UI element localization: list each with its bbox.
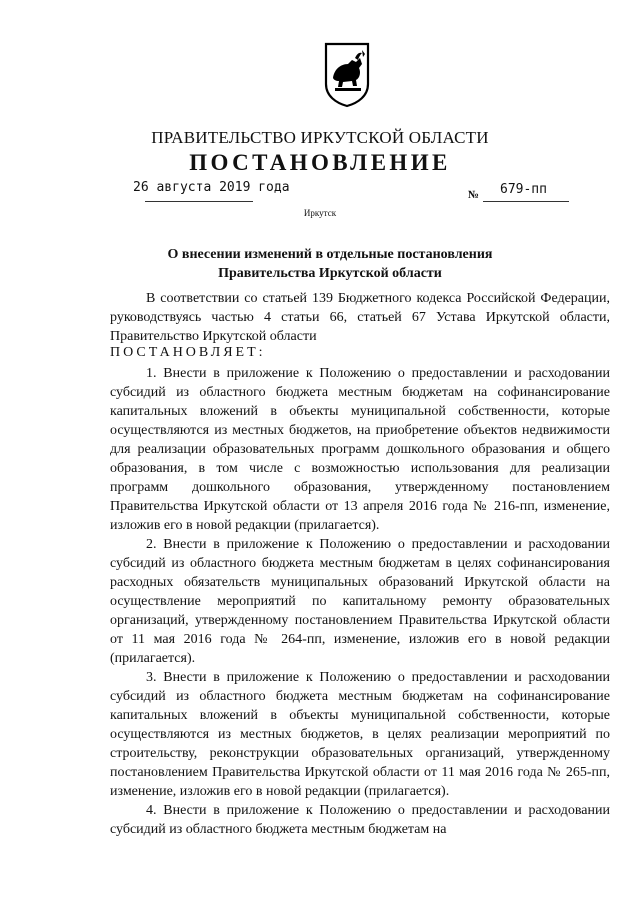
document-number: 679-пп (500, 182, 547, 197)
paragraph-item-1: 1. Внести в приложение к Положению о предоставлении и расходовании субсидий из областного бюджета местным бюджетам на софинансирование капитальных вложений в объекты муниципальной собственности, которые осуществляются из местных бюджетов, на приобретение объектов недвижимости для реализации образовательных программ дошкольного образования и общего образования, в том числе с возможностью использования для реализации программ дошкольного образования, утвержденному постановлением Правительства Иркутской области от 13 апреля 2016 года № 216-пп, изменение, изложив его в новой редакции (прилагается). (110, 366, 610, 533)
preamble: В соответствии со статьей 139 Бюджетного кодекса Российской Федерации, руководствуясь частью 4 статьи 66, статьей 67 Устава Иркутской области, Правительство Иркутской области (110, 291, 610, 344)
number-underline (483, 201, 569, 202)
coat-of-arms-icon (322, 40, 372, 108)
date-underline (145, 201, 253, 202)
document-type: ПОСТАНОВЛЕНИЕ (189, 150, 451, 175)
government-name: ПРАВИТЕЛЬСТВО ИРКУТСКОЙ ОБЛАСТИ (151, 128, 489, 147)
paragraph-item-4: 4. Внести в приложение к Положению о предоставлении и расходовании субсидий из областного бюджета местным бюджетам на (110, 803, 610, 837)
city-name: Иркутск (303, 208, 337, 218)
number-sign: № (468, 189, 480, 201)
document-body (110, 364, 610, 839)
resolves-heading: ПОСТАНОВЛЯЕТ: (110, 345, 266, 360)
document-date: 26 августа 2019 года (133, 180, 290, 195)
paragraph-item-3: 3. Внести в приложение к Положению о предоставлении и расходовании субсидий из областного бюджета местным бюджетам на софинансирование капитальных вложений в объекты муниципальной собственности, которые осуществляются из местных бюджетов, в целях реализации мероприятий по строительству, реконструкции образовательных организаций, утвержденному постановлением Правительства Иркутской области от 11 мая 2016 года № 265-пп, изменение, изложив его в новой редакции (прилагается). (110, 670, 610, 799)
document-title: О внесении изменений в отдельные постановления Правительства Иркутской области (167, 247, 493, 281)
paragraph-item-2: 2. Внести в приложение к Положению о предоставлении и расходовании субсидий из областного бюджета местным бюджетам в целях софинансирования расходных обязательств муниципальных образований Иркутской области на осуществление мероприятий по капитальному ремонту образовательных организаций, утвержденному постановлением Правительства Иркутской области от 11 мая 2016 года № 264-пп, изменение, изложив его в новой редакции (прилагается). (110, 537, 610, 666)
